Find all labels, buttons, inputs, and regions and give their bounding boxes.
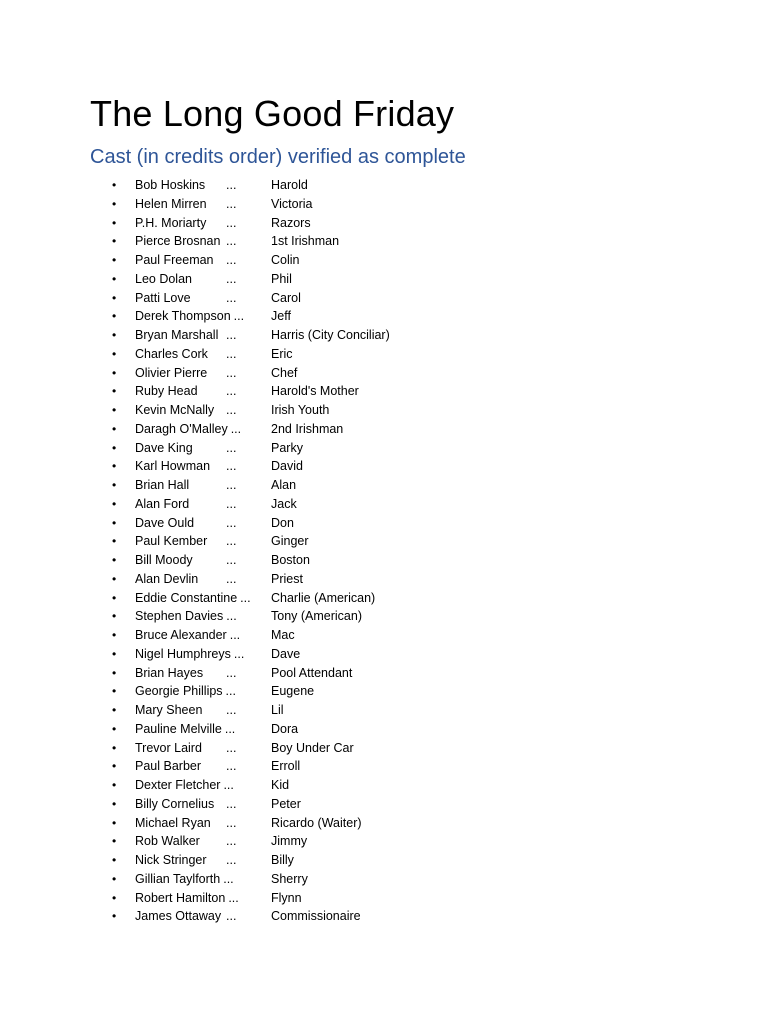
- bullet-icon: •: [112, 796, 117, 811]
- actor-name: [135, 551, 193, 570]
- list-item: [0, 195, 768, 214]
- bullet-icon: •: [112, 571, 117, 586]
- role-name: Billy: [271, 853, 294, 867]
- role-name: Jeff: [271, 309, 291, 324]
- separator-ellipsis: ...: [240, 590, 251, 605]
- actor-name-text: Pierce Brosnan: [135, 234, 221, 249]
- bullet-icon: •: [112, 290, 117, 305]
- list-item: [0, 645, 768, 664]
- actor-name: [135, 701, 202, 720]
- separator-ellipsis: ...: [226, 271, 237, 286]
- actor-name: [135, 851, 207, 870]
- actor-name: [135, 532, 207, 551]
- role-name: Priest: [271, 571, 303, 586]
- role-name: Commissionaire: [271, 909, 361, 924]
- separator-ellipsis: ...: [229, 628, 241, 642]
- separator-ellipsis: ...: [226, 328, 237, 342]
- actor-name-text: Olivier Pierre: [135, 365, 208, 380]
- bullet-icon: •: [112, 590, 117, 605]
- bullet-icon: •: [112, 853, 117, 867]
- actor-name: [135, 664, 203, 683]
- bullet-icon: •: [112, 909, 117, 924]
- role-name: Jimmy: [271, 834, 308, 849]
- actor-name-text: Billy Cornelius: [135, 796, 215, 811]
- bullet-icon: •: [112, 815, 117, 830]
- role-name: Mac: [271, 628, 295, 642]
- list-item: [0, 701, 768, 720]
- actor-name-text: Brian Hall: [135, 478, 190, 492]
- role-name: Dora: [271, 721, 299, 736]
- list-item: [0, 326, 768, 345]
- bullet-icon: •: [112, 609, 117, 624]
- actor-name: [135, 514, 194, 533]
- separator-ellipsis: ...: [226, 234, 237, 249]
- bullet-icon: •: [112, 515, 117, 530]
- separator-ellipsis: ...: [226, 909, 237, 924]
- bullet-icon: •: [112, 271, 117, 286]
- list-item: [0, 214, 768, 233]
- actor-name: [135, 307, 244, 326]
- role-name: Eric: [271, 346, 293, 361]
- actor-name: [135, 326, 218, 345]
- separator-ellipsis: ...: [226, 815, 237, 830]
- bullet-icon: •: [112, 496, 117, 511]
- actor-name-text: Georgie Phillips: [135, 684, 223, 699]
- actor-name-text: James Ottaway: [135, 909, 222, 924]
- role-name: Boston: [271, 553, 310, 567]
- actor-name-text: Leo Dolan: [135, 271, 192, 286]
- bullet-icon: •: [112, 215, 117, 230]
- role-name: Pool Attendant: [271, 665, 353, 680]
- separator-ellipsis: ...: [226, 403, 237, 417]
- actor-name: [135, 364, 207, 383]
- bullet-icon: •: [112, 328, 117, 342]
- separator-ellipsis: ...: [226, 515, 237, 530]
- separator-ellipsis: ...: [226, 253, 237, 267]
- separator-ellipsis: ...: [224, 721, 236, 736]
- bullet-icon: •: [112, 834, 117, 849]
- bullet-icon: •: [112, 421, 117, 436]
- list-item: [0, 757, 768, 776]
- bullet-icon: •: [112, 384, 117, 399]
- role-name: Carol: [271, 290, 301, 305]
- role-name: Peter: [271, 796, 301, 811]
- separator-ellipsis: ...: [223, 778, 234, 792]
- separator-ellipsis: ...: [226, 834, 237, 849]
- list-item: [0, 607, 768, 626]
- role-name: Tony (American): [271, 609, 362, 624]
- bullet-icon: •: [112, 778, 117, 792]
- separator-ellipsis: ...: [233, 646, 245, 661]
- separator-ellipsis: ...: [226, 703, 237, 717]
- separator-ellipsis: ...: [226, 290, 237, 305]
- bullet-icon: •: [112, 553, 117, 567]
- bullet-icon: •: [112, 534, 117, 549]
- separator-ellipsis: ...: [226, 534, 237, 549]
- document-subtitle: Cast (in credits order) verified as complete: [90, 146, 466, 168]
- role-name: Harris (City Conciliar): [271, 328, 390, 342]
- separator-ellipsis: ...: [226, 384, 237, 399]
- actor-name-text: Mary Sheen: [135, 703, 203, 717]
- actor-name-text: Bryan Marshall: [135, 328, 219, 342]
- list-item: [0, 907, 768, 926]
- actor-name: [135, 626, 240, 645]
- list-item: [0, 720, 768, 739]
- actor-name: [135, 795, 214, 814]
- bullet-icon: •: [112, 646, 117, 661]
- actor-name: [135, 495, 189, 514]
- actor-name: [135, 401, 214, 420]
- actor-name-text: Patti Love: [135, 290, 191, 305]
- role-name: David: [271, 459, 303, 474]
- bullet-icon: •: [112, 365, 117, 380]
- separator-ellipsis: ...: [226, 759, 237, 774]
- list-item: [0, 551, 768, 570]
- separator-ellipsis: ...: [233, 309, 245, 324]
- list-item: [0, 589, 768, 608]
- list-item: [0, 851, 768, 870]
- actor-name-text: Paul Barber: [135, 759, 202, 774]
- list-item: [0, 776, 768, 795]
- actor-name-text: Alan Ford: [135, 496, 190, 511]
- actor-name: [135, 607, 237, 626]
- actor-name-text: Kevin McNally: [135, 403, 215, 417]
- list-item: [0, 457, 768, 476]
- actor-name-text: Bob Hoskins: [135, 178, 206, 192]
- list-item: [0, 739, 768, 758]
- separator-ellipsis: ...: [226, 796, 237, 811]
- list-item: [0, 401, 768, 420]
- actor-name-text: Dave Ould: [135, 515, 195, 530]
- list-item: [0, 289, 768, 308]
- actor-name-text: Charles Cork: [135, 346, 208, 361]
- actor-name: [135, 870, 234, 889]
- actor-name-text: Paul Freeman: [135, 253, 214, 267]
- role-name: Victoria: [271, 196, 313, 211]
- actor-name-text: Alan Devlin: [135, 571, 199, 586]
- actor-name-text: P.H. Moriarty: [135, 215, 207, 230]
- bullet-icon: •: [112, 196, 117, 211]
- separator-ellipsis: ...: [226, 853, 237, 867]
- list-item: [0, 889, 768, 908]
- role-name: Charlie (American): [271, 590, 376, 605]
- actor-name: [135, 232, 220, 251]
- separator-ellipsis: ...: [226, 478, 237, 492]
- role-name: Eugene: [271, 684, 315, 699]
- role-name: Ginger: [271, 534, 309, 549]
- role-name: Chef: [271, 365, 298, 380]
- actor-name-text: Dexter Fletcher: [135, 778, 221, 792]
- actor-name: [135, 214, 206, 233]
- separator-ellipsis: ...: [226, 459, 237, 474]
- actor-name: [135, 382, 198, 401]
- cast-list: [0, 176, 768, 926]
- list-item: [0, 514, 768, 533]
- list-item: [0, 364, 768, 383]
- role-name: Lil: [271, 703, 284, 717]
- separator-ellipsis: ...: [228, 890, 239, 905]
- actor-name-text: Gillian Taylforth: [135, 871, 221, 886]
- actor-name: [135, 832, 200, 851]
- role-name: Colin: [271, 253, 300, 267]
- actor-name-text: Dave King: [135, 440, 193, 455]
- separator-ellipsis: ...: [226, 553, 237, 567]
- list-item: [0, 532, 768, 551]
- actor-name: [135, 682, 236, 701]
- list-item: [0, 476, 768, 495]
- actor-name: [135, 195, 207, 214]
- actor-name: [135, 251, 214, 270]
- actor-name: [135, 439, 193, 458]
- actor-name-text: Brian Hayes: [135, 665, 204, 680]
- actor-name: [135, 720, 235, 739]
- actor-name-text: Pauline Melville: [135, 721, 222, 736]
- list-item: [0, 420, 768, 439]
- actor-name-text: Trevor Laird: [135, 740, 202, 755]
- list-item: [0, 307, 768, 326]
- role-name: Parky: [271, 440, 303, 455]
- separator-ellipsis: ...: [230, 421, 242, 436]
- actor-name: [135, 457, 210, 476]
- actor-name: [135, 814, 211, 833]
- actor-name: [135, 907, 221, 926]
- list-item: [0, 176, 768, 195]
- role-name: Sherry: [271, 871, 308, 886]
- list-item: [0, 626, 768, 645]
- role-name: Irish Youth: [271, 403, 330, 417]
- actor-name-text: Eddie Constantine: [135, 590, 238, 605]
- actor-name: [135, 420, 241, 439]
- bullet-icon: •: [112, 459, 117, 474]
- actor-name-text: Helen Mirren: [135, 196, 207, 211]
- role-name: Ricardo (Waiter): [271, 815, 362, 830]
- list-item: [0, 345, 768, 364]
- bullet-icon: •: [112, 309, 117, 324]
- actor-name-text: Michael Ryan: [135, 815, 211, 830]
- actor-name: [135, 570, 198, 589]
- role-name: Razors: [271, 215, 311, 230]
- separator-ellipsis: ...: [226, 571, 237, 586]
- actor-name-text: Rob Walker: [135, 834, 200, 849]
- actor-name-text: Stephen Davies: [135, 609, 224, 624]
- actor-name-text: Nick Stringer: [135, 853, 207, 867]
- actor-name: [135, 589, 251, 608]
- bullet-icon: •: [112, 178, 117, 192]
- actor-name: [135, 889, 239, 908]
- document-title: The Long Good Friday: [90, 93, 455, 134]
- bullet-icon: •: [112, 478, 117, 492]
- list-item: [0, 832, 768, 851]
- list-item: [0, 251, 768, 270]
- list-item: [0, 439, 768, 458]
- actor-name: [135, 176, 205, 195]
- bullet-icon: •: [112, 871, 117, 886]
- bullet-icon: •: [112, 346, 117, 361]
- list-item: [0, 232, 768, 251]
- separator-ellipsis: ...: [226, 665, 237, 680]
- role-name: Don: [271, 515, 294, 530]
- separator-ellipsis: ...: [226, 178, 237, 192]
- role-name: Boy Under Car: [271, 740, 354, 755]
- actor-name-text: Karl Howman: [135, 459, 211, 474]
- list-item: [0, 664, 768, 683]
- separator-ellipsis: ...: [226, 440, 237, 455]
- bullet-icon: •: [112, 628, 117, 642]
- bullet-icon: •: [112, 253, 117, 267]
- actor-name-text: Bruce Alexander: [135, 628, 227, 642]
- list-item: [0, 814, 768, 833]
- separator-ellipsis: ...: [223, 871, 234, 886]
- bullet-icon: •: [112, 890, 117, 905]
- separator-ellipsis: ...: [226, 365, 237, 380]
- bullet-icon: •: [112, 703, 117, 717]
- separator-ellipsis: ...: [226, 196, 237, 211]
- bullet-icon: •: [112, 759, 117, 774]
- role-name: Harold's Mother: [271, 384, 359, 399]
- actor-name-text: Daragh O'Malley: [135, 421, 228, 436]
- role-name: Dave: [271, 646, 301, 661]
- bullet-icon: •: [112, 665, 117, 680]
- actor-name: [135, 739, 202, 758]
- actor-name: [135, 757, 201, 776]
- bullet-icon: •: [112, 234, 117, 249]
- actor-name: [135, 776, 234, 795]
- actor-name-text: Nigel Humphreys: [135, 646, 231, 661]
- actor-name: [135, 270, 192, 289]
- actor-name-text: Derek Thompson: [135, 309, 231, 324]
- actor-name: [135, 345, 208, 364]
- bullet-icon: •: [112, 740, 117, 755]
- list-item: [0, 870, 768, 889]
- role-name: Harold: [271, 178, 308, 192]
- role-name: Phil: [271, 271, 292, 286]
- actor-name-text: Ruby Head: [135, 384, 198, 399]
- actor-name-text: Bill Moody: [135, 553, 193, 567]
- bullet-icon: •: [112, 721, 117, 736]
- list-item: [0, 382, 768, 401]
- role-name: 1st Irishman: [271, 234, 340, 249]
- separator-ellipsis: ...: [226, 215, 237, 230]
- actor-name-text: Paul Kember: [135, 534, 208, 549]
- bullet-icon: •: [112, 403, 117, 417]
- list-item: [0, 570, 768, 589]
- role-name: Erroll: [271, 759, 301, 774]
- actor-name: [135, 645, 244, 664]
- separator-ellipsis: ...: [226, 496, 237, 511]
- list-item: [0, 495, 768, 514]
- role-name: Kid: [271, 778, 290, 792]
- separator-ellipsis: ...: [225, 684, 236, 699]
- actor-name: [135, 476, 189, 495]
- separator-ellipsis: ...: [226, 609, 237, 624]
- list-item: [0, 682, 768, 701]
- role-name: Jack: [271, 496, 297, 511]
- separator-ellipsis: ...: [226, 740, 237, 755]
- role-name: 2nd Irishman: [271, 421, 344, 436]
- list-item: [0, 270, 768, 289]
- actor-name-text: Robert Hamilton: [135, 890, 226, 905]
- separator-ellipsis: ...: [226, 346, 237, 361]
- bullet-icon: •: [112, 440, 117, 455]
- actor-name: [135, 289, 191, 308]
- bullet-icon: •: [112, 684, 117, 699]
- list-item: [0, 795, 768, 814]
- role-name: Flynn: [271, 890, 302, 905]
- role-name: Alan: [271, 478, 297, 492]
